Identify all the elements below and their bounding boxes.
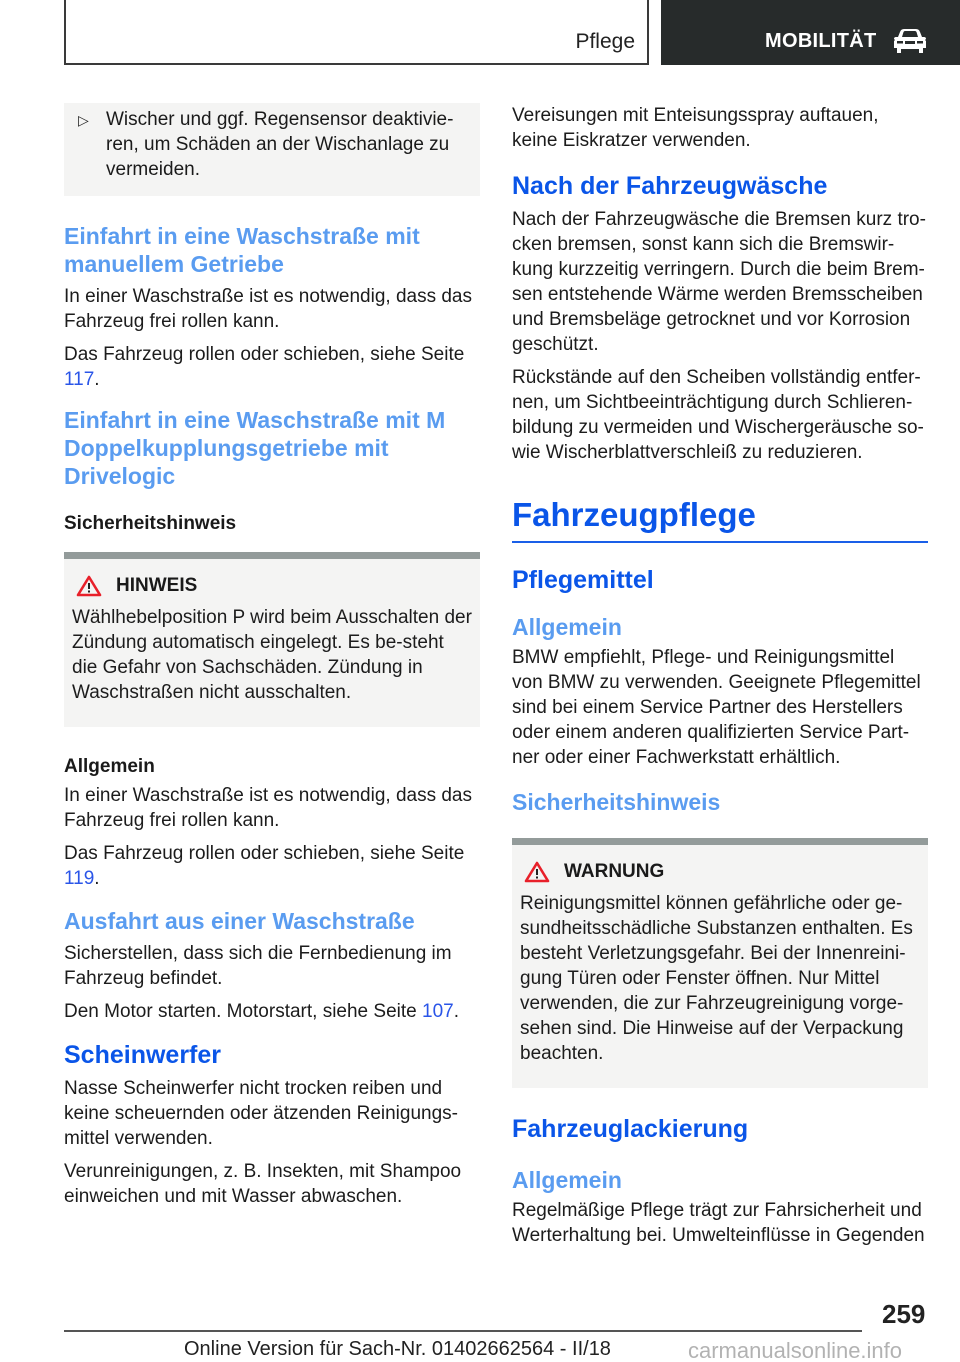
footer-divider	[64, 1330, 862, 1332]
notice-box-warnung	[512, 838, 928, 1088]
left-column	[64, 103, 480, 1217]
heading-dct-drivelogic: Einfahrt in eine Waschstraße mit M Doppelkupplungsgetriebe mit Drivelogic	[64, 407, 446, 489]
page-link-107[interactable]: 107	[422, 1001, 454, 1022]
notice-text: Wählhebelposition P wird beim Ausschalten der Zündung automatisch eingelegt. Es be-steht die Gefahr von Sachschäden. Zündung in Waschstraßen nicht ausschalten.	[72, 607, 472, 703]
heading-safety-note: Sicherheitshinweis	[512, 789, 721, 815]
heading-care-products: Pflegemittel	[512, 566, 654, 594]
section-title: Pflege	[575, 30, 635, 53]
heading-headlights: Scheinwerfer	[64, 1041, 222, 1069]
header-section-box	[64, 0, 649, 65]
watermark: carmanualsonline.info	[688, 1338, 903, 1362]
paragraph: Verunreinigungen, z. B. Insekten, mit Shampoo einweichen und mit Wasser abwaschen.	[64, 1161, 462, 1207]
car-icon	[893, 28, 927, 54]
paragraph: Vereisungen mit Enteisungsspray auftauen, keine Eiskratzer verwenden.	[512, 105, 879, 151]
heading-general: Allgemein	[64, 756, 155, 777]
heading-safety-note: Sicherheitshinweis	[64, 513, 237, 534]
paragraph-text: Das Fahrzeug rollen oder schieben, siehe Seite	[64, 344, 465, 365]
bullet-text: Wischer und ggf. Regensensor deaktivie-ren, um Schäden an der Wischanlage zu vermeiden.	[106, 109, 454, 180]
chapter-heading-block	[512, 495, 928, 543]
page-link-117[interactable]: 117	[64, 369, 95, 390]
bullet-box	[64, 103, 480, 196]
chapter-title: MOBILITÄT	[765, 30, 877, 52]
paragraph: In einer Waschstraße ist es notwendig, dass das Fahrzeug frei rollen kann.	[64, 286, 472, 332]
paragraph-text: .	[453, 1001, 459, 1022]
notice-title-row	[520, 859, 920, 885]
notice-box-hinweis	[64, 552, 480, 727]
paragraph: In einer Waschstraße ist es notwendig, dass das Fahrzeug frei rollen kann.	[64, 785, 472, 831]
triangle-bullet-icon: ▷	[78, 112, 89, 128]
paragraph	[64, 841, 480, 891]
paragraph: Nasse Scheinwerfer nicht trocken reiben und keine scheuernden oder ätzenden Reinigungs-mittel verwenden.	[64, 1078, 458, 1149]
header-chapter-box	[661, 0, 960, 65]
notice-title: HINWEIS	[116, 575, 198, 596]
notice-title: WARNUNG	[564, 861, 665, 882]
paragraph-text: .	[94, 369, 100, 390]
notice-title-row	[72, 573, 472, 599]
warning-triangle-icon	[524, 861, 550, 883]
heading-general: Allgemein	[512, 614, 622, 640]
paragraph	[64, 999, 480, 1024]
heading-general: Allgemein	[512, 1167, 622, 1193]
paragraph: Regelmäßige Pflege trägt zur Fahrsicherheit und Werterhaltung bei. Umwelteinflüsse in Gegenden	[512, 1200, 925, 1246]
page-number: 259	[882, 1299, 926, 1329]
paragraph: Rückstände auf den Scheiben vollständig entfer-nen, um Sichtbeeinträchtigung durch Schlieren-bildung zu vermeiden und Wischergeräusche so-wie Wischerblattverschleiß zu reduzieren.	[512, 367, 924, 463]
online-version-text: Online Version für Sach-Nr. 01402662564 - II/18	[184, 1338, 611, 1360]
paragraph-text: .	[94, 868, 100, 889]
heading-manual-transmission: Einfahrt in eine Waschstraße mit manuellem Getriebe	[64, 223, 420, 277]
warning-triangle-icon	[76, 575, 102, 597]
heading-after-wash: Nach der Fahrzeugwäsche	[512, 172, 828, 200]
page-link-119[interactable]: 119	[64, 868, 95, 889]
paragraph: BMW empfiehlt, Pflege- und Reinigungsmittel von BMW zu verwenden. Geeignete Pflegemittel sind bei einem Service Partner des Herstellers oder einem anderen qualifizierten Service Part-ner oder einer Fachwerkstatt erhältlich.	[512, 647, 921, 768]
paragraph: Nach der Fahrzeugwäsche die Bremsen kurz tro-cken bremsen, sonst kann sich die Bremswir-kung kurzzeitig verringern. Durch die beim Brem-sen entstehende Wärme werden Bremsscheiben und Bremsbeläge getrocknet und vor Korrosion geschützt.	[512, 209, 926, 355]
right-column	[512, 103, 928, 1256]
chapter-heading: Fahrzeugpflege	[512, 496, 756, 533]
notice-text: Reinigungsmittel können gefährliche oder ge-sundheitsschädliche Substanzen enthalten. Es besteht Verletzungsgefahr. Bei der Innenreini-gung Türen oder Fenster öffnen. Nur Mittel verwenden, die zur Fahrzeugreinigung vorge-sehen sind. Die Hinweise auf der Verpackung beachten.	[520, 893, 913, 1064]
paragraph-text: Das Fahrzeug rollen oder schieben, siehe Seite	[64, 843, 465, 864]
paragraph-text: Den Motor starten. Motorstart, siehe Seite	[64, 1001, 422, 1022]
paragraph: Sicherstellen, dass sich die Fernbedienung im Fahrzeug befindet.	[64, 943, 452, 989]
heading-paintwork: Fahrzeuglackierung	[512, 1115, 749, 1143]
paragraph	[64, 342, 480, 392]
heading-exit-carwash: Ausfahrt aus einer Waschstraße	[64, 908, 415, 934]
